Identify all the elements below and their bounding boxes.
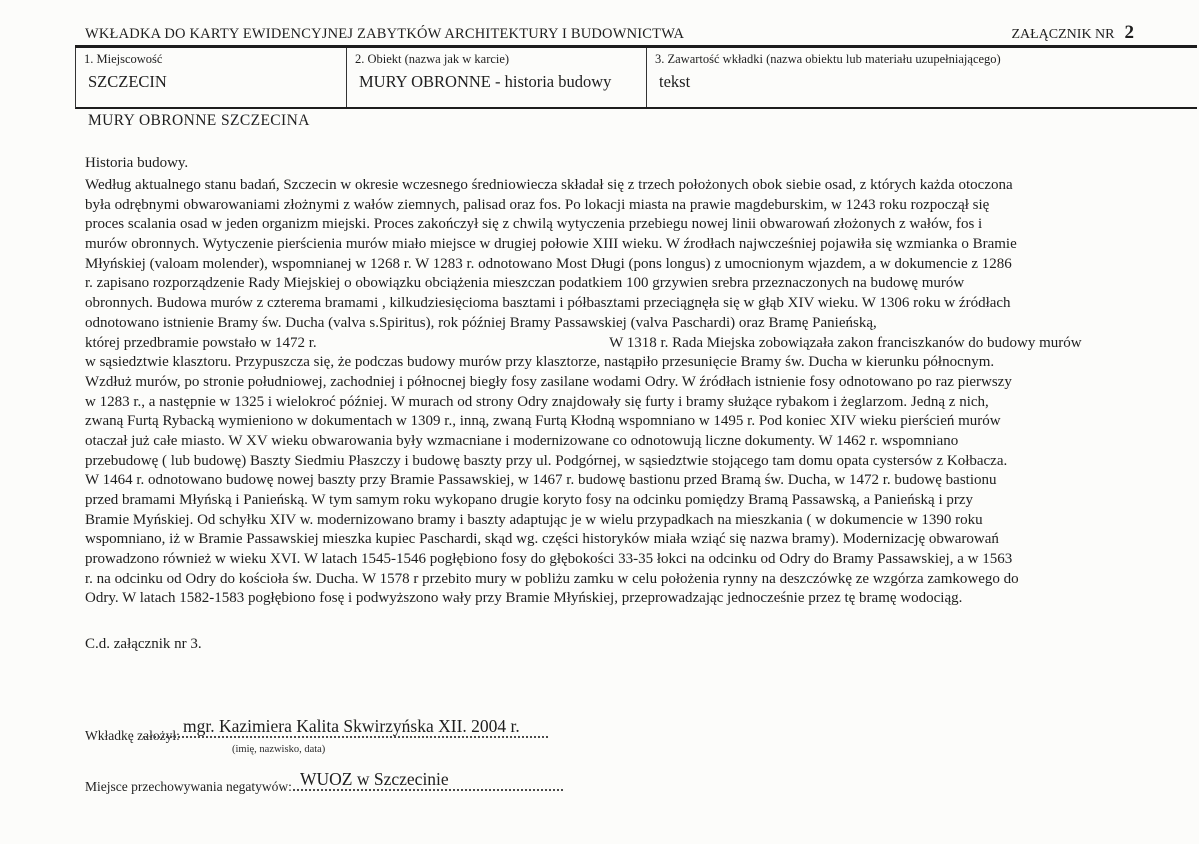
cell-locality-label: 1. Miejscowość (84, 52, 163, 66)
negatives-dotted-line (293, 788, 563, 791)
body-line (85, 334, 1127, 354)
cell-contents-label: 3. Zawartość wkładki (nazwa obiektu lub materiału uzupełniającego) (655, 52, 1001, 66)
body-line: odnotowano istnienie Bramy św. Ducha (valva s.Spiritus), rok później Bramy Passawskiej (valva Paschardi) oraz Bramę Panieńską, (85, 314, 877, 331)
created-by-value: mgr. Kazimiera Kalita Skwirzyńska XII. 2004 r. (183, 716, 520, 736)
form-title: WKŁADKA DO KARTY EWIDENCYJNEJ ZABYTKÓW ARCHITEKTURY I BUDOWNICTWA (85, 26, 685, 42)
body-line: w sąsiedztwie klasztoru. Przypuszcza się, że podczas budowy murów przy klasztorze, nastąpiło przesunięcie Bramy św. Ducha w kierunku północnym. (85, 354, 995, 371)
body-line: Odry. W latach 1582-1583 pogłębiono fosę i podwyższono wały przy Bramie Młyńskiej, przeprowadzając jednocześnie przez tę bramę wodociąg. (85, 590, 963, 607)
body-line: W 1464 r. odnotowano budowę nowej baszty przy Bramie Passawskiej, w 1467 r. budowę bastionu przed Bramą św. Ducha, w 1472 r. budowę bastionu (85, 472, 997, 489)
body-line: r. zapisano rozporządzenie Rady Miejskiej o obowiązku obciążenia mieszczan podatkiem 100 grzywien srebra przeznaczonych na budowę murów (85, 275, 965, 292)
body-line: przed bramami Młyńską i Panieńską. W tym samym roku wykopano drugie koryto fosy na odcinku pomiędzy Bramą Passawską, a Panieńską i przy (85, 492, 974, 508)
negatives-label: Miejsce przechowywania negatywów: (85, 779, 292, 794)
negatives-row (85, 778, 292, 796)
attachment-label: ZAŁĄCZNIK NR (1011, 27, 1115, 42)
body-line: była odrębnymi obwarowaniami złożnymi z wałów ziemnych, palisad oraz fos. Po lokacji miasta na prawie magdeburskim, w 1243 roku rozpoczął się (85, 196, 990, 213)
body-line: wspomniano, iż w Bramie Passawskiej mieszka kupiec Paschardi, skąd wg. części historyków miała wziąć się nazwa bramy). Modernizację obwarowań (85, 531, 999, 548)
cell-contents (646, 48, 1197, 107)
cell-object-value: MURY OBRONNE - historia budowy (359, 72, 612, 91)
created-by-dotted-line (143, 735, 548, 738)
cell-contents-value: tekst (659, 72, 691, 91)
body-line: zwaną Furtą Rybacką wymieniono w dokumentach w 1309 r., inną, zwaną Furtą Kłodną wspomniano w 1495 r. Pod koniec XIV wieku pierścień murów (85, 413, 1001, 430)
body-line: proces scalania osad w jeden organizm miejski. Proces zakończył się z chwilą wytyczenia przebiegu nowej linii obwarowań złożonych z wałów, fos i (85, 216, 983, 233)
body-line: Wzdłuż murów, po stronie południowej, zachodniej i północnej biegły fosy zasilane wodami Odry. W źródłach istnienie fosy odnotowano po raz pierwszy (85, 373, 1012, 390)
body-line: murów obronnych. Wytyczenie pierścienia murów miało miejsce w drugiej połowie XIII wieku. W źrodłach najwcześniej pojawiła się wzmianka o Bramie (85, 236, 1017, 253)
body-lines (85, 176, 1127, 609)
body-line: Według aktualnego stanu badań, Szczecin w okresie wczesnego średniowiecza składał się z trzech położonych obok siebie osad, z których każda otoczona (85, 177, 1013, 193)
section-heading: Historia budowy. (85, 155, 189, 171)
body-line-left: której przedbramie powstało w 1472 r. (85, 334, 317, 351)
document-title: MURY OBRONNE SZCZECINA (88, 112, 310, 129)
body-line: Bramie Myńskiej. Od schyłku XIV w. modernizowano bramy i baszty adaptując je w wielu przypadkach na mieszkania ( w dokumencie w 1390 roku (85, 511, 983, 528)
body-line: przebudowę ( lub budowę) Baszty Siedmiu Płaszczy i budowę baszty przy ul. Podgórnej, w sąsiedztwie stojącego tam domu opata cystersów z Kołbacza. (85, 452, 1008, 469)
created-by-label: Wkładkę założył: (85, 728, 180, 743)
page-header (85, 22, 1189, 44)
cell-object-label: 2. Obiekt (nazwa jak w karcie) (355, 52, 510, 66)
body-line: r. na odcinku od Odry do kościoła św. Ducha. W 1578 r przebito mury w pobliżu zamku w celu położenia rynny na deszczówkę ze wzgórza zamkowego do (85, 570, 1019, 587)
info-table (75, 48, 1197, 109)
created-by-hint: (imię, nazwisko, data) (232, 744, 326, 755)
body-line: obronnych. Budowa murów z czterema bramami , kilkudziesięcioma basztami i półbasztami przeciągnęła się w głąb XIV wieku. W 1306 roku w źródłach (85, 295, 1011, 312)
body-line: w 1283 r., a następnie w 1325 i wielokroć później. W murach od strony Odry znajdowały się furty i bramy służące rybakom i żeglarzom. Jedną z nich, (85, 393, 989, 410)
body-line: prowadzono również w wieku XVI. W latach 1545-1546 pogłębiono fosy do głębokości 33-35 łokci na odcinku od Odry do Bramy Passawskiej, a w 1563 (85, 551, 1013, 568)
body-line: otaczał już całe miasto. W XV wieku obwarowania były wzmacniane i modernizowane co odnotowują liczne dokumenty. W 1462 r. wspomniano (85, 432, 959, 449)
body-line-right: W 1318 r. Rada Miejska zobowiązała zakon franciszkanów do budowy murów (609, 334, 1082, 351)
continuation-note: C.d. załącznik nr 3. (85, 636, 202, 652)
body-line: Młyńskiej (valoam molender), wspomnianej w 1268 r. W 1283 r. odnotowano Most Długi (pons longus) z umocnionym wjazdem, a w dokumencie z 1286 (85, 255, 1012, 272)
negatives-value: WUOZ w Szczecinie (300, 769, 449, 789)
attachment-info (1011, 22, 1134, 44)
cell-locality-value: SZCZECIN (88, 72, 167, 91)
cell-locality (76, 48, 346, 107)
attachment-number: 2 (1124, 22, 1134, 43)
cell-object (346, 48, 646, 107)
